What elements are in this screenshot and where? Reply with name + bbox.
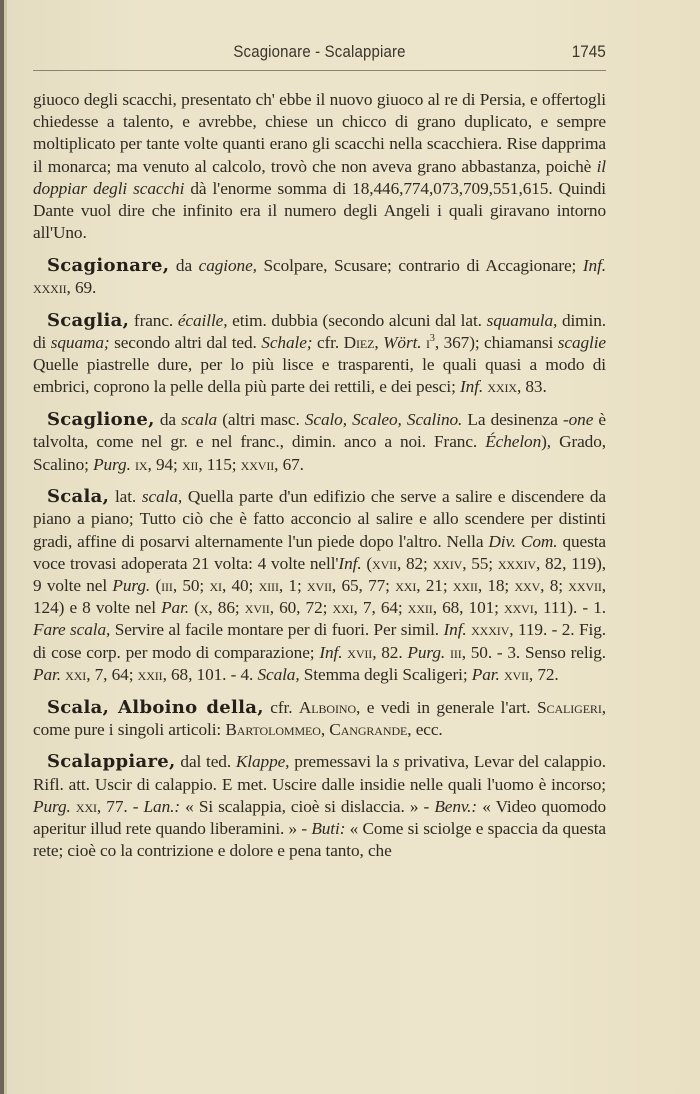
entry-text: Par. — [161, 598, 190, 618]
entry-text: Purg. — [93, 454, 131, 474]
page-gutter-shadow — [4, 0, 7, 1094]
entry-text: xxvii — [240, 454, 275, 474]
entry-text: Scaligeri — [537, 697, 602, 717]
entry-text: Inf. — [319, 642, 343, 662]
entry-text: , 82, 119), 9 volte nel — [33, 553, 606, 596]
entry-text: xxxiv — [466, 620, 510, 640]
entry-text: , 18; — [477, 576, 515, 596]
entry-text: Par. — [33, 664, 61, 684]
entry-text: , 124) e 8 volte nel — [33, 576, 607, 618]
entry-text: « Video quomodo aperitur illud rete quando liberamini. » - — [33, 796, 606, 839]
entry-text: squamula, — [486, 310, 558, 330]
entry-text: La desinenza — [462, 410, 563, 430]
entry-text: Stemma degli Scaligeri; — [299, 664, 472, 684]
entry-text: xiii — [258, 576, 279, 596]
entry-text: squama; — [50, 333, 110, 353]
entry-text: xxv — [514, 576, 541, 596]
entry-text: , 1; — [278, 576, 307, 596]
entry-text: premessavi la — [289, 752, 393, 772]
entry-text: , 68, 101. - 4. — [162, 664, 258, 684]
entry-text: , 65, 77; — [331, 576, 396, 596]
entry-text: ( — [361, 553, 373, 573]
entry-text: , 50; — [172, 576, 210, 596]
entry-text: xxiv — [432, 553, 463, 573]
entry-text: « Si scalappia, cioè si dislaccia. » - — [180, 796, 435, 816]
entry-text: , e vedi in generale l'art. — [356, 697, 538, 717]
entry-text: xxii — [407, 598, 433, 618]
entry-text: xxii — [452, 576, 478, 596]
entry-text: , 72. — [528, 664, 559, 684]
entry-text: xxi — [332, 598, 354, 618]
entry-text: xii — [181, 454, 199, 474]
entry-text: (altri masc. — [217, 410, 305, 430]
page-number: 1745 — [571, 42, 606, 61]
entry-text: scaglie — [557, 333, 606, 353]
entry-text: è talvolta, come nel gr. e nel franc., dimin. anco a noi. Franc. — [33, 410, 606, 452]
entry-text: Scala, — [257, 664, 300, 684]
entry-text: xxxiv — [497, 553, 536, 573]
entry-text: , 115; — [198, 454, 241, 474]
entry-text: , ecc. — [407, 719, 443, 739]
entry-text: s — [392, 752, 400, 772]
entry-text: Benv.: — [434, 796, 478, 816]
entry-text: , 77. - — [96, 796, 144, 816]
entry-text: xvii — [372, 553, 397, 573]
entry-headword: Scaglia, — [47, 309, 130, 331]
body-text — [33, 89, 606, 863]
entry-text: , 55; — [462, 553, 498, 573]
dictionary-entry — [33, 486, 606, 686]
entry-text: xxi — [395, 576, 417, 596]
entry-text: i — [421, 333, 430, 353]
entry-text: Quelle piastrelle dure, per lo più lisce e trasparenti, le quali quasi a modo di embrici, coprono la pelle della più parte dei rettili, e dei pesci; — [33, 355, 606, 397]
entry-text: Échelon — [485, 432, 542, 452]
entry-headword: Scagionare, — [47, 254, 170, 276]
dictionary-entry — [33, 697, 606, 741]
entry-text: , 7, 64; — [86, 664, 138, 684]
entry-text: cagione, — [198, 255, 257, 275]
entry-text: Purg. — [112, 576, 151, 596]
entry-text: Diez — [343, 333, 375, 353]
entry-text: cfr. — [263, 697, 299, 717]
entry-text: iii — [161, 576, 173, 596]
entry-text: , 68, 101; — [432, 598, 505, 618]
entry-text: xxi — [60, 664, 87, 684]
entry-text: « Come si sciolge e spaccia da questa rete; cioè co la contrizione e dolore e pena tanto, che — [33, 819, 607, 861]
entry-text: Scalo, Scaleo, Scalino. — [304, 410, 463, 430]
entry-text: lat. — [109, 487, 142, 507]
entry-text: Par. — [471, 664, 500, 684]
entry-text: privativa, Levar del calappio. Rifl. att. Uscir di calappio. E met. Uscire dalle insidie nelle quali l'uomo è incorso; — [33, 752, 606, 794]
entry-text: da — [169, 255, 199, 275]
entry-text: xvii — [342, 642, 373, 662]
entry-text: , 67. — [274, 454, 304, 474]
entry-text: xvii — [244, 598, 270, 618]
entry-text: ( — [189, 598, 200, 618]
entry-text: iii — [445, 642, 462, 662]
entry-text: Fare scala, — [33, 620, 111, 640]
entry-text: , 367); chiamansi — [434, 333, 558, 353]
dictionary-entry — [33, 310, 606, 399]
entry-text: , 83. — [516, 377, 547, 397]
entry-text: franc. — [129, 310, 178, 330]
entry-headword: Scaglione, — [47, 409, 155, 431]
entry-text: , 21; — [416, 576, 453, 596]
entry-text: xxii — [137, 664, 163, 684]
entry-text: dal ted. — [175, 752, 236, 772]
entry-text: xxxii — [33, 278, 67, 298]
entry-text: , 86; — [208, 598, 245, 618]
entry-text: , — [374, 333, 384, 353]
entry-text: Inf. — [460, 377, 484, 397]
entry-text: xvii — [499, 664, 529, 684]
entry-text: questa voce trovasi adoperata 21 volta: 4 volte nell' — [33, 531, 606, 573]
entry-text: ix — [130, 454, 148, 474]
entry-text: Inf. — [338, 553, 362, 573]
entry-text: , 82; — [396, 553, 433, 573]
entry-text: xvii — [306, 576, 332, 596]
entry-text: xxi — [70, 796, 97, 816]
entry-text: cfr. — [312, 333, 344, 353]
entry-text: , — [320, 719, 330, 739]
entry-text: , 69. — [66, 278, 97, 298]
entry-text: Schale; — [261, 333, 313, 353]
entry-text: xxvii — [568, 576, 602, 596]
entry-text: xxvi — [504, 598, 534, 618]
entry-text: Bartolommeo — [225, 719, 321, 739]
entry-text: scala, — [141, 487, 183, 507]
entry-text: Div. Com. — [488, 531, 558, 551]
entry-text: Servire al facile montare per di fuori. Per simil. — [110, 620, 444, 640]
entry-text: Inf. — [443, 620, 467, 640]
dictionary-entry — [33, 409, 606, 476]
entry-text: , 50. - 3. Senso relig. — [461, 642, 606, 662]
entry-text: xi — [209, 576, 222, 596]
entry-text: Purg. — [33, 796, 71, 816]
entry-text: dimin. di — [33, 310, 606, 353]
entry-text: x — [199, 598, 209, 618]
entry-text: Cangrande — [329, 719, 408, 739]
dictionary-entry — [33, 751, 606, 862]
entry-text: , 111). - 1. — [533, 598, 606, 618]
entry-text: Lan.: — [143, 796, 180, 816]
entry-headword: Scala, — [47, 486, 110, 508]
entry-text: , 94; — [147, 454, 182, 474]
entry-text: Buti: — [311, 819, 346, 839]
entry-text: Scolpare, Scusare; contrario di Accagionare; — [256, 255, 583, 275]
entry-text: secondo altri dal ted. — [109, 333, 262, 353]
entry-text: , 7, 64; — [353, 598, 408, 618]
entry-text: , 8; — [540, 576, 569, 596]
entry-text: scala — [181, 410, 218, 430]
entry-text: Inf. — [582, 255, 606, 275]
entry-text: xxix — [483, 377, 517, 397]
continuation-paragraph: giuoco degli scacchi, presentato ch' ebbe il nuovo giuoco al re di Persia, e offertogli chiedesse a talento, e avrebbe, chiese un chicco di grano duplicato, e sempre moltiplicato per tante volte quanti erano gli scacchi nella scacchiera. Rise dapprima il monarca; ma venuto al calcolo, trovò che non aveva grano abbastanza, poichè il doppiar degli scacchi dà l'enorme somma di 18,446,774,073,709,551,615. Quindi Dante vuol dire che infinito era il numero degli Angeli i quali giravano intorno all'Uno. — [33, 90, 606, 243]
entry-text: ( — [150, 576, 162, 596]
header-rule — [33, 70, 606, 71]
entry-text: Wört. — [383, 333, 422, 353]
entry-text: , 60, 72; — [269, 598, 333, 618]
entry-text: 3 — [429, 333, 435, 345]
entry-text: , come pure i singoli articoli: — [33, 697, 606, 739]
entry-text: -one — [562, 410, 594, 430]
dictionary-entry — [33, 255, 606, 299]
entry-text: etim. dubbia (secondo alcuni dal lat. — [227, 310, 487, 330]
dictionary-entries — [33, 255, 606, 863]
entry-text: Alboino — [298, 697, 357, 717]
entry-text: Quella parte d'un edifizio che serve a salire e discendere da piano a piano; Tutto ciò che è fatto acconcio al salire e allo scendere per distinti gradi, affine di posarvi alternamente l'un piede dopo l'altro. Nella — [33, 487, 606, 551]
entry-text: écaille, — [177, 310, 228, 330]
entry-text: ), Grado, Scalino; — [33, 432, 606, 474]
entry-text: , 40; — [221, 576, 259, 596]
entry-text: Klappe, — [235, 752, 290, 772]
running-head — [33, 42, 606, 68]
entry-text: Purg. — [407, 642, 446, 662]
entry-headword: Scalappiare, — [47, 751, 176, 773]
entry-text: , 82. — [372, 642, 408, 662]
entry-text: , 119. - 2. Fig. di cose corp. per modo di comparazione; — [33, 620, 606, 662]
running-title: Scagionare - Scalappiare — [233, 42, 406, 61]
entry-headword: Scala, Alboino della, — [47, 696, 264, 718]
entry-text: da — [154, 410, 182, 430]
